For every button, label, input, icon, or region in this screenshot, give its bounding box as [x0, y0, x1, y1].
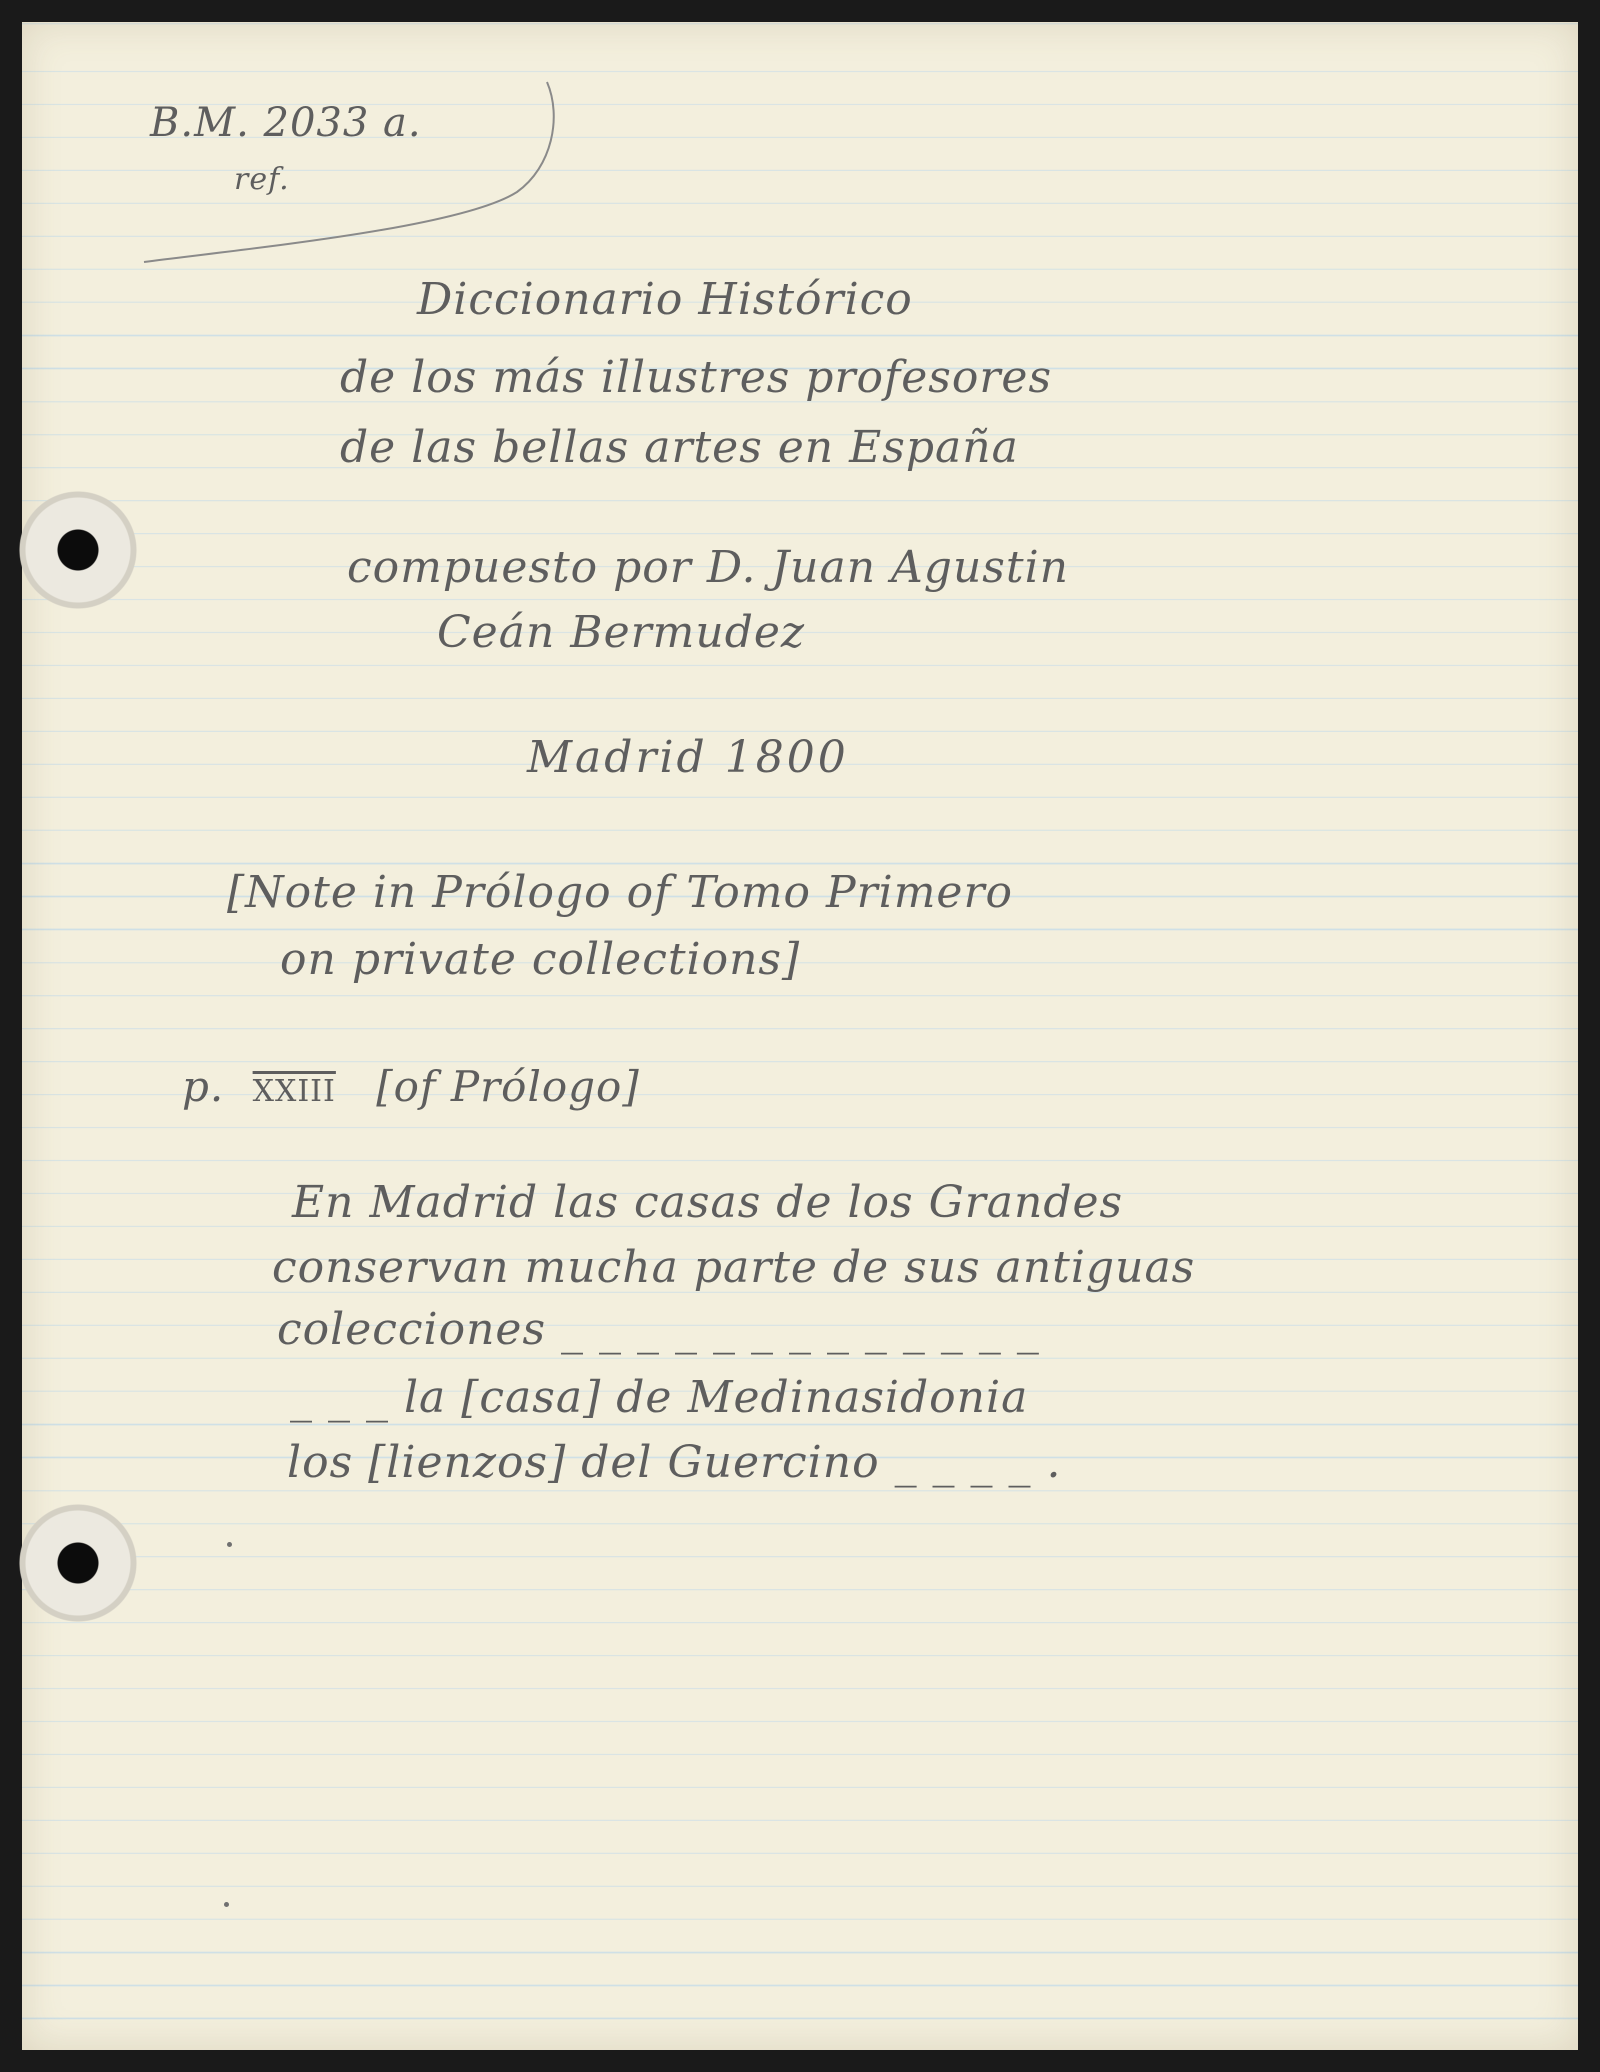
page-number: XXIII — [252, 1074, 336, 1109]
punch-hole-bottom — [19, 1504, 137, 1622]
title-line-1: Diccionario Histórico — [417, 274, 913, 325]
quote-line-3: colecciones _ _ _ _ _ _ _ _ _ _ _ _ _ — [277, 1304, 1040, 1355]
manuscript-page — [22, 22, 1578, 2050]
title-line-2: de los más illustres profesores — [340, 352, 1053, 403]
quote-line-5: los [lienzos] del Guercino _ _ _ _ . — [287, 1437, 1062, 1488]
page-suffix: [of Prólogo] — [376, 1062, 640, 1111]
shelfmark: B.M. 2033 a. — [150, 100, 422, 146]
note-line-2: on private collections] — [280, 934, 801, 985]
author-line-1: compuesto por D. Juan Agustin — [347, 542, 1069, 593]
page-reference — [182, 1062, 640, 1111]
pencil-dot-upper — [227, 1542, 232, 1547]
quote-line-1: En Madrid las casas de los Grandes — [292, 1177, 1124, 1228]
quote-line-2: conservan mucha parte de sus antiguas — [272, 1242, 1196, 1293]
quote-line-4: _ _ _ la [casa] de Medinasidonia — [290, 1372, 1029, 1423]
page-prefix: p. — [182, 1062, 225, 1111]
author-line-2: Ceán Bermudez — [437, 607, 806, 658]
ref-label: ref. — [234, 162, 290, 197]
note-line-1: [Note in Prólogo of Tomo Primero — [227, 867, 1013, 918]
punch-hole-top — [19, 491, 137, 609]
title-line-3: de las bellas artes en España — [340, 422, 1019, 473]
pencil-dot-lower — [224, 1902, 229, 1907]
imprint: Madrid 1800 — [527, 732, 849, 783]
